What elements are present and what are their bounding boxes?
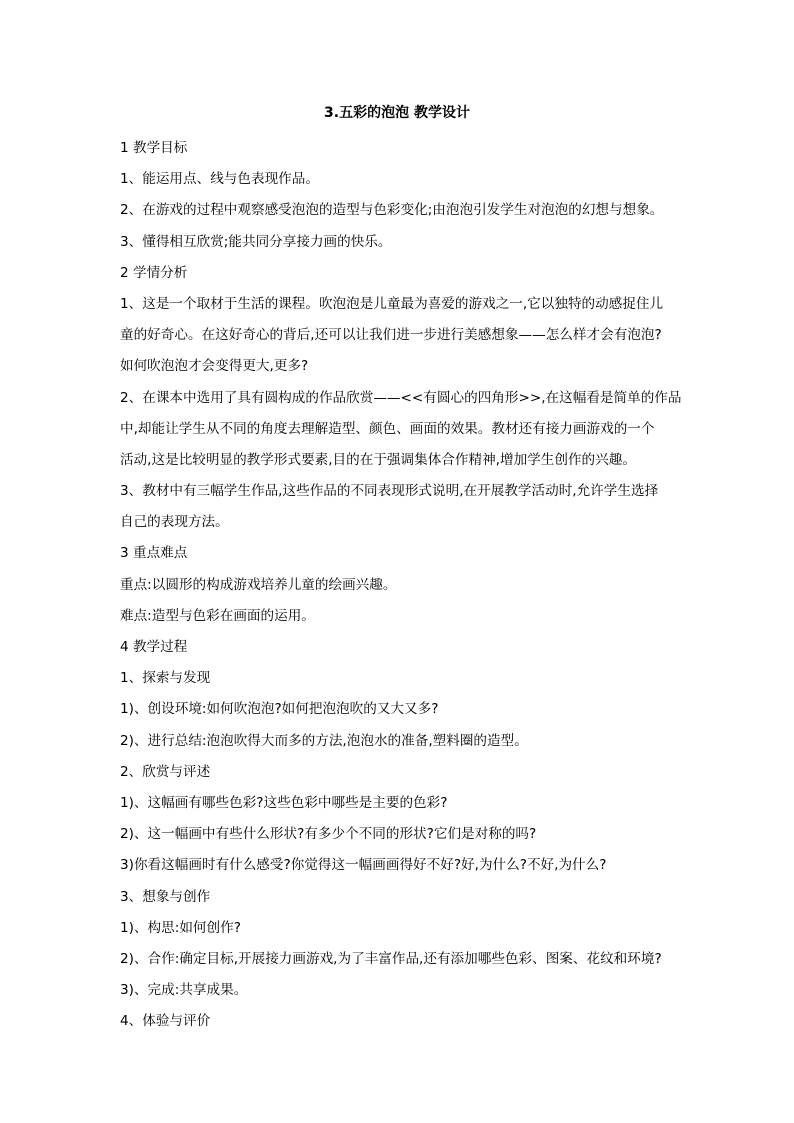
paragraph-line: 3)你看这幅画时有什么感受?你觉得这一幅画画得好不好?好,为什么?不好,为什么? bbox=[120, 857, 607, 874]
subheading-line: 4、体验与评价 bbox=[120, 1013, 211, 1030]
paragraph-line: 3)、完成:共享成果。 bbox=[120, 982, 248, 999]
paragraph-line: 1)、这幅画有哪些色彩?这些色彩中哪些是主要的色彩? bbox=[120, 794, 448, 811]
paragraph-line: 2)、这一幅画中有些什么形状?有多少个不同的形状?它们是对称的吗? bbox=[120, 826, 537, 843]
paragraph-line: 3、懂得相互欣赏;能共同分享接力画的快乐。 bbox=[120, 233, 392, 250]
document-body bbox=[120, 133, 680, 1037]
paragraph-line: 1、这是一个取材于生活的课程。吹泡泡是儿童最为喜爱的游戏之一,它以独特的动感捉住儿 bbox=[120, 295, 664, 312]
paragraph-line: 1、能运用点、线与色表现作品。 bbox=[120, 171, 319, 188]
paragraph-line: 难点:造型与色彩在画面的运用。 bbox=[120, 607, 315, 624]
paragraph-line: 1)、创设环境:如何吹泡泡?如何把泡泡吹的又大又多? bbox=[120, 701, 439, 718]
paragraph-line: 重点:以圆形的构成游戏培养儿童的绘画兴趣。 bbox=[120, 576, 397, 593]
paragraph-line: 如何吹泡泡才会变得更大,更多? bbox=[120, 358, 309, 375]
heading-key-difficulties: 3 重点难点 bbox=[120, 545, 188, 562]
heading-teaching-goals: 1 教学目标 bbox=[120, 140, 188, 156]
paragraph-line: 3、教材中有三幅学生作品,这些作品的不同表现形式说明,在开展教学活动时,允许学生选择 bbox=[120, 483, 659, 500]
subheading-line: 2、欣赏与评述 bbox=[120, 763, 211, 780]
heading-student-analysis: 2 学情分析 bbox=[120, 264, 188, 281]
paragraph-line: 活动,这是比较明显的教学形式要素,目的在于强调集体合作精神,增加学生创作的兴趣。 bbox=[120, 451, 636, 468]
paragraph-line: 2、在游戏的过程中观察感受泡泡的造型与色彩变化;由泡泡引发学生对泡泡的幻想与想象。 bbox=[120, 202, 664, 219]
heading-teaching-process: 4 教学过程 bbox=[120, 639, 188, 655]
paragraph-line: 2)、合作:确定目标,开展接力画游戏,为了丰富作品,还有添加哪些色彩、图案、花纹和环境? bbox=[120, 950, 662, 967]
subheading-line: 1、探索与发现 bbox=[120, 670, 211, 687]
paragraph-line: 2)、进行总结:泡泡吹得大而多的方法,泡泡水的准备,塑料圈的造型。 bbox=[120, 732, 528, 749]
paragraph-line: 自己的表现方法。 bbox=[120, 514, 229, 531]
document-title: 3.五彩的泡泡 教学设计 bbox=[324, 105, 470, 121]
paragraph-line: 1)、构思:如何创作? bbox=[120, 919, 241, 936]
paragraph-line: 2、在课本中选用了具有圆构成的作品欣赏——<<有圆心的四角形>>,在这幅看是简单的作品 bbox=[120, 389, 682, 406]
paragraph-line: 中,却能让学生从不同的角度去理解造型、颜色、画面的效果。教材还有接力画游戏的一个 bbox=[120, 420, 655, 437]
subheading-line: 3、想象与创作 bbox=[120, 888, 211, 905]
paragraph-line: 童的好奇心。在这好奇心的背后,还可以让我们进一步进行美感想象——怎么样才会有泡泡? bbox=[120, 327, 662, 344]
